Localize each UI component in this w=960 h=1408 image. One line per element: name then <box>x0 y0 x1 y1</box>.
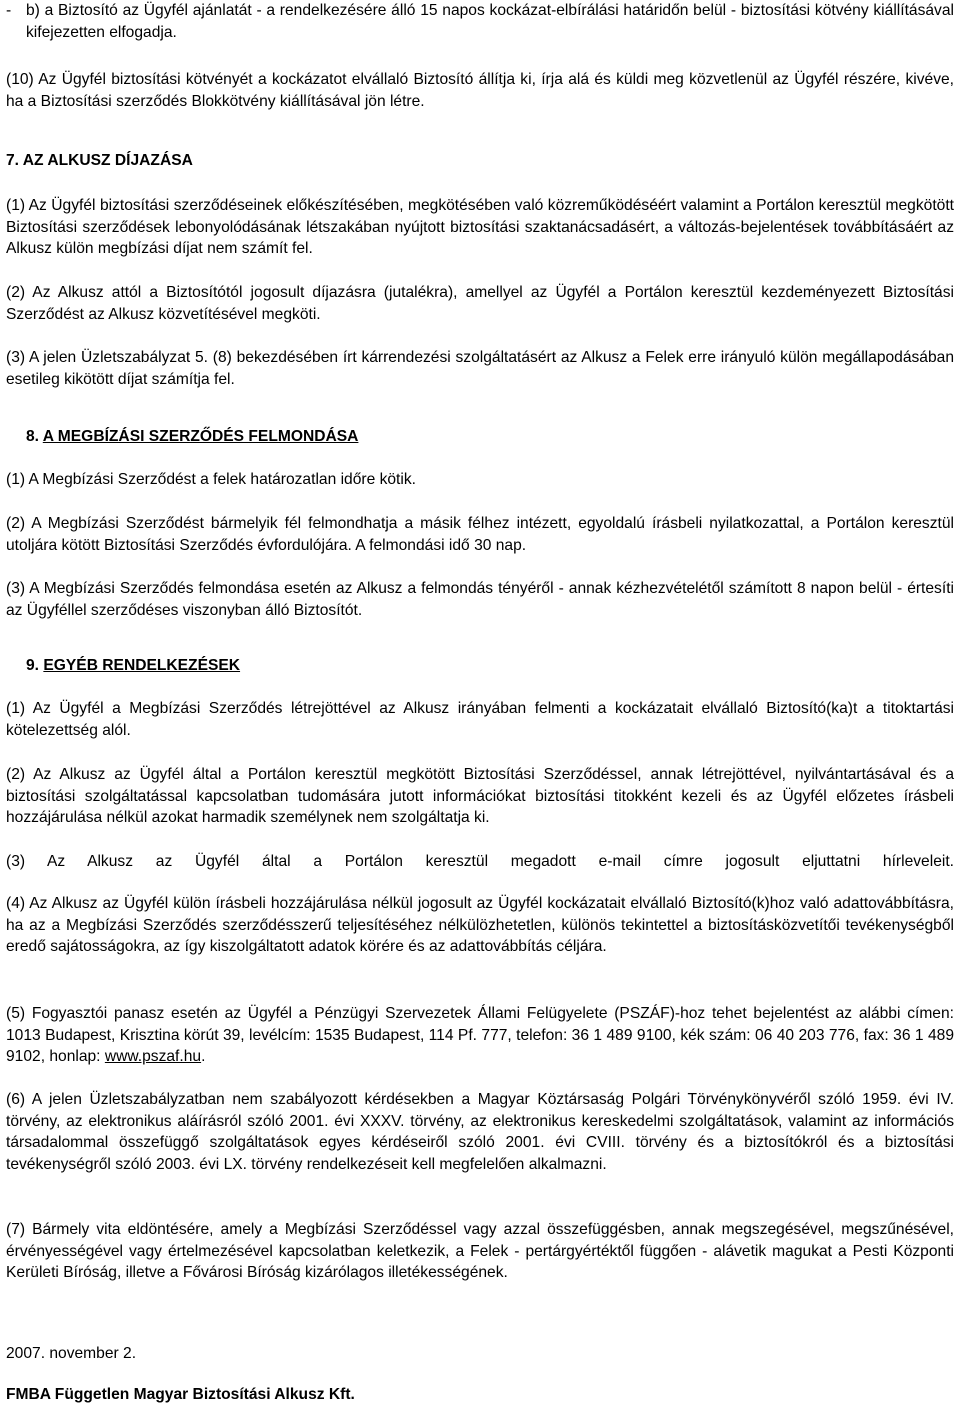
section-8-p2: (2) A Megbízási Szerződést bármelyik fél felmondhatja a másik félhez intézett, egyoldalú írásbeli nyilatkozattal, a Portálon keresztül utoljára kötött Biztosítási Szerződés évfordulójára. A felmondási idő 30 nap. <box>6 515 954 554</box>
section-9-p4: (4) Az Alkusz az Ügyfél külön írásbeli hozzájárulása nélkül jogosult az Ügyfél kockázatait elvállaló Biztosító(k)hoz való adattovábbításra, ha az a Megbízási Szerződés szerződésszerű teljesítéséhez nélkülözhetetlen, különös tekintettel a biztosításközvetítői tevékenységből eredő sajátosságokra, az így kiszolgáltatott adatok körére és az adattovábbítás céljára. <box>6 895 954 956</box>
section-9-title: EGYÉB RENDELKEZÉSEK <box>43 657 241 674</box>
section-7-p3: (3) A jelen Üzletszabályzat 5. (8) bekezdésében írt kárrendezési szolgáltatásért az Alkusz a Felek erre irányuló külön megállapodásában esetileg kikötött díjat számítja fel. <box>6 349 954 388</box>
intro-bullet <box>6 0 954 43</box>
document-date: 2007. november 2. <box>6 1345 137 1362</box>
section-7-p1: (1) Az Ügyfél biztosítási szerződéseinek előkészítésében, megkötésében való közreműködéséért valamint a Portálon keresztül megkötött Biztosítási szerződések lebonyolódásának létszakában nyújtott biztosítási szaktanácsadásért, a változás-bejelentések továbbításáért az Alkusz külön megbízási díjat nem számít fel. <box>6 197 954 258</box>
section-9-p6: (6) A jelen Üzletszabályzatban nem szabályozott kérdésekben a Magyar Köztársaság Polgári Törvénykönyvéről szóló 1959. évi IV. törvény, az elektronikus aláírásról szóló 2001. évi XXXV. törvény, az elektronikus kereskedelmi szolgáltatások, valamint az információs társadalommal összefüggő szolgáltatások egyes kérdéseiről szóló 2001. évi CVIII. törvény és a biztosítókról és a biztosítási tevékenységről szóló 2003. évi LX. törvény rendelkezéseit kell megfelelően alkalmazni. <box>6 1091 954 1173</box>
section-9-p1: (1) Az Ügyfél a Megbízási Szerződés létrejöttével az Alkusz irányában felmenti a kockázatait elvállaló Biztosító(ka)t a titoktartási kötelezettség alól. <box>6 700 954 739</box>
section-9-p5-text: (5) Fogyasztói panasz esetén az Ügyfél a Pénzügyi Szervezetek Állami Felügyelete (PSZÁF)-hoz tehet bejelentést az alábbi címen: 1013 Budapest, Krisztina körút 39, levélcím: 1535 Budapest, 114 Pf. 777, telefon: 36 1 489 9100, kék szám: 06 40 203 776, fax: 36 1 489 9102, honlap: <box>6 1005 954 1066</box>
section-9-heading <box>26 655 954 677</box>
section-9-p5-end: . <box>201 1048 206 1066</box>
section-8-p3: (3) A Megbízási Szerződés felmondása esetén az Alkusz a felmondás tényéről - annak kézhezvételétől számított 8 napon belül - értesíti az Ügyféllel szerződéses viszonyban álló Biztosítót. <box>6 580 954 619</box>
section-8-heading <box>26 426 954 448</box>
pszaf-link[interactable]: www.pszaf.hu <box>104 1048 202 1066</box>
company-signature: FMBA Független Magyar Biztosítási Alkusz Kft. <box>6 1386 355 1403</box>
section-9-p5 <box>6 1003 954 1068</box>
intro-bullet-text: b) a Biztosító az Ügyfél ajánlatát - a rendelkezésére álló 15 napos kockázat-elbírálási határidőn belül - biztosítási kötvény kiállításával kifejezetten elfogadja. <box>26 2 954 41</box>
section-9-p7: (7) Bármely vita eldöntésére, amely a Megbízási Szerződéssel vagy azzal összefüggésben, annak megszegésével, megszűnésével, érvényességével vagy értelmezésével kapcsolatban keletkezik, a Felek - pertárgyértéktől függően - alávetik magukat a Pesti Központi Kerületi Bíróság, illetve a Fővárosi Bíróság kizárólagos illetékességének. <box>6 1221 954 1282</box>
section-8-title: A MEGBÍZÁSI SZERZŐDÉS FELMONDÁSA <box>42 428 359 445</box>
section-8-number: 8. <box>26 428 40 445</box>
bullet-dash: - <box>6 2 12 19</box>
section-7-heading <box>6 150 954 172</box>
section-9-p2: (2) Az Alkusz az Ügyfél által a Portálon keresztül megkötött Biztosítási Szerződéssel, annak létrejöttével, nyilvántartásával és a biztosítási szolgáltatással kapcsolatban tudomására jutott információkat biztosítási titokként kezeli és az Ügyfél előzetes írásbeli hozzájárulása nélkül azokat harmadik személynek nem szolgáltatja ki. <box>6 766 954 827</box>
section-7-number: 7. <box>6 152 20 169</box>
paragraph-10: (10) Az Ügyfél biztosítási kötvényét a kockázatot elvállaló Biztosító állítja ki, írja alá és küldi meg közvetlenül az Ügyfél részére, kivéve, ha a Biztosítási szerződés Blokkötvény kiállításával jön létre. <box>6 71 954 110</box>
section-7-p2: (2) Az Alkusz attól a Biztosítótól jogosult díjazásra (jutalékra), amellyel az Ügyfél a Portálon keresztül kezdeményezett Biztosítási Szerződést az Alkusz közvetítésével megköti. <box>6 284 954 323</box>
section-8-p1: (1) A Megbízási Szerződést a felek határozatlan időre kötik. <box>6 471 416 488</box>
section-7-title: AZ ALKUSZ DÍJAZÁSA <box>22 152 193 169</box>
section-9-number: 9. <box>26 657 40 674</box>
section-9-p3: (3) Az Alkusz az Ügyfél által a Portálon keresztül megadott e-mail címre jogosult eljuttatni hírleveleit. <box>6 853 954 870</box>
